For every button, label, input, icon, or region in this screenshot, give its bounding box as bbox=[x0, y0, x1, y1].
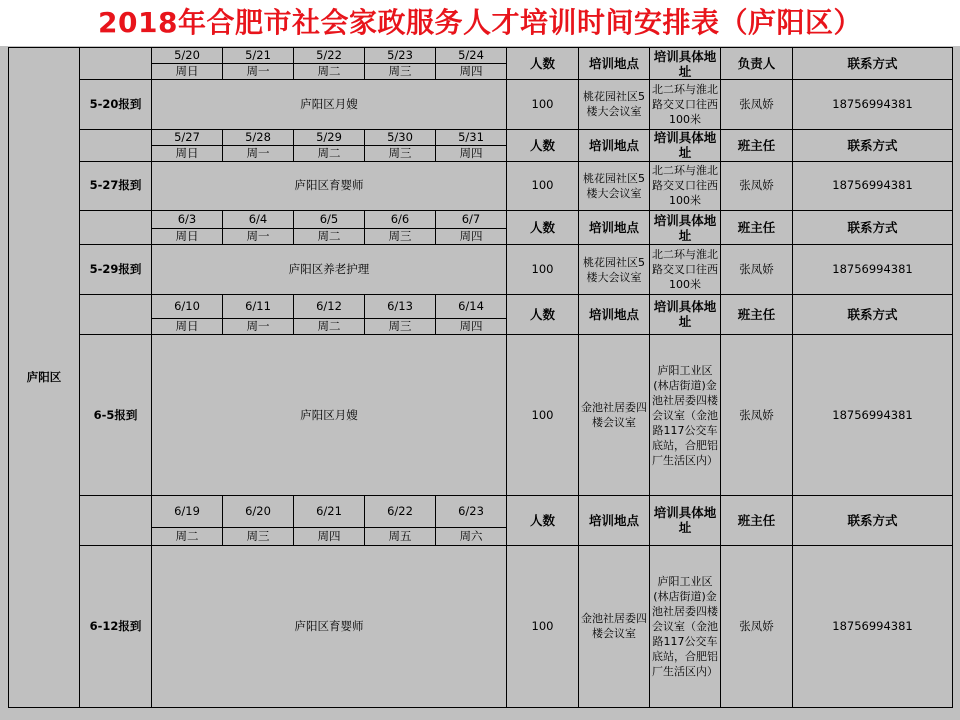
course-name: 庐阳区育婴师 bbox=[152, 161, 507, 210]
address-cell: 庐阳工业区(林店街道)金池社居委四楼会议室（金池路117公交车底站，合肥铝厂生活区内） bbox=[650, 335, 721, 496]
weekday-cell: 周四 bbox=[294, 528, 365, 545]
date-cell: 6/10 bbox=[152, 294, 223, 318]
count-header: 人数 bbox=[507, 129, 579, 161]
date-cell: 6/4 bbox=[223, 211, 294, 229]
count-cell: 100 bbox=[507, 545, 579, 707]
count-header: 人数 bbox=[507, 294, 579, 334]
date-cell: 6/14 bbox=[436, 294, 507, 318]
leader-cell: 张凤娇 bbox=[721, 245, 793, 294]
date-cell: 5/30 bbox=[365, 129, 436, 145]
address-cell: 北二环与淮北路交叉口往西100米 bbox=[650, 80, 721, 129]
teacher-header: 班主任 bbox=[721, 211, 793, 245]
date-cell: 5/28 bbox=[223, 129, 294, 145]
schedule-table bbox=[8, 47, 953, 708]
blank-cell bbox=[80, 211, 152, 245]
blank-cell bbox=[80, 294, 152, 334]
phone-cell: 18756994381 bbox=[793, 545, 953, 707]
address-header: 培训具体地址 bbox=[650, 496, 721, 545]
course-name: 庐阳区月嫂 bbox=[152, 80, 507, 129]
date-cell: 5/27 bbox=[152, 129, 223, 145]
session-row bbox=[9, 335, 953, 496]
location-cell: 桃花园社区5楼大会议室 bbox=[579, 245, 650, 294]
weekday-cell: 周日 bbox=[152, 145, 223, 161]
weekday-cell: 周二 bbox=[294, 64, 365, 80]
date-cell: 6/3 bbox=[152, 211, 223, 229]
date-cell: 6/21 bbox=[294, 496, 365, 528]
date-cell: 6/11 bbox=[223, 294, 294, 318]
date-cell: 6/22 bbox=[365, 496, 436, 528]
weekday-cell: 周一 bbox=[223, 64, 294, 80]
date-row bbox=[9, 48, 953, 64]
weekday-cell: 周五 bbox=[365, 528, 436, 545]
report-date: 6-12报到 bbox=[80, 545, 152, 707]
weekday-cell: 周四 bbox=[436, 64, 507, 80]
leader-cell: 张凤娇 bbox=[721, 335, 793, 496]
blank-cell bbox=[80, 129, 152, 161]
date-cell: 5/23 bbox=[365, 48, 436, 64]
blank-cell bbox=[80, 48, 152, 80]
weekday-cell: 周六 bbox=[436, 528, 507, 545]
session-row bbox=[9, 245, 953, 294]
weekday-cell: 周三 bbox=[365, 64, 436, 80]
address-header: 培训具体地址 bbox=[650, 129, 721, 161]
course-name: 庐阳区养老护理 bbox=[152, 245, 507, 294]
address-header: 培训具体地址 bbox=[650, 48, 721, 80]
teacher-header: 班主任 bbox=[721, 129, 793, 161]
weekday-cell: 周日 bbox=[152, 318, 223, 334]
session-row bbox=[9, 545, 953, 707]
weekday-cell: 周二 bbox=[294, 318, 365, 334]
address-cell: 北二环与淮北路交叉口往西100米 bbox=[650, 245, 721, 294]
page-title: 2018年合肥市社会家政服务人才培训时间安排表（庐阳区） bbox=[0, 0, 960, 46]
teacher-header: 班主任 bbox=[721, 496, 793, 545]
count-cell: 100 bbox=[507, 80, 579, 129]
weekday-cell: 周四 bbox=[436, 229, 507, 245]
blank-cell bbox=[80, 496, 152, 545]
date-cell: 6/13 bbox=[365, 294, 436, 318]
course-name: 庐阳区育婴师 bbox=[152, 545, 507, 707]
date-cell: 6/6 bbox=[365, 211, 436, 229]
date-cell: 5/22 bbox=[294, 48, 365, 64]
date-row bbox=[9, 294, 953, 318]
weekday-cell: 周四 bbox=[436, 145, 507, 161]
address-header: 培训具体地址 bbox=[650, 294, 721, 334]
location-header: 培训地点 bbox=[579, 294, 650, 334]
location-cell: 金池社居委四楼会议室 bbox=[579, 545, 650, 707]
address-cell: 北二环与淮北路交叉口往西100米 bbox=[650, 161, 721, 210]
location-header: 培训地点 bbox=[579, 211, 650, 245]
weekday-cell: 周四 bbox=[436, 318, 507, 334]
date-row bbox=[9, 129, 953, 145]
district-cell: 庐阳区 bbox=[9, 48, 80, 708]
weekday-cell: 周二 bbox=[294, 229, 365, 245]
contact-header: 联系方式 bbox=[793, 48, 953, 80]
weekday-cell: 周一 bbox=[223, 229, 294, 245]
count-cell: 100 bbox=[507, 245, 579, 294]
date-cell: 5/24 bbox=[436, 48, 507, 64]
date-row bbox=[9, 496, 953, 528]
teacher-header: 班主任 bbox=[721, 294, 793, 334]
weekday-cell: 周一 bbox=[223, 318, 294, 334]
leader-header: 负责人 bbox=[721, 48, 793, 80]
leader-cell: 张凤娇 bbox=[721, 161, 793, 210]
location-header: 培训地点 bbox=[579, 496, 650, 545]
phone-cell: 18756994381 bbox=[793, 335, 953, 496]
address-header: 培训具体地址 bbox=[650, 211, 721, 245]
date-cell: 5/29 bbox=[294, 129, 365, 145]
date-cell: 5/20 bbox=[152, 48, 223, 64]
location-header: 培训地点 bbox=[579, 129, 650, 161]
phone-cell: 18756994381 bbox=[793, 80, 953, 129]
location-cell: 桃花园社区5楼大会议室 bbox=[579, 80, 650, 129]
course-name: 庐阳区月嫂 bbox=[152, 335, 507, 496]
phone-cell: 18756994381 bbox=[793, 245, 953, 294]
contact-header: 联系方式 bbox=[793, 496, 953, 545]
report-date: 6-5报到 bbox=[80, 335, 152, 496]
count-header: 人数 bbox=[507, 211, 579, 245]
weekday-cell: 周二 bbox=[294, 145, 365, 161]
address-cell: 庐阳工业区(林店街道)金池社居委四楼会议室（金池路117公交车底站，合肥铝厂生活区内） bbox=[650, 545, 721, 707]
location-cell: 金池社居委四楼会议室 bbox=[579, 335, 650, 496]
contact-header: 联系方式 bbox=[793, 211, 953, 245]
date-cell: 6/12 bbox=[294, 294, 365, 318]
report-date: 5-20报到 bbox=[80, 80, 152, 129]
report-date: 5-27报到 bbox=[80, 161, 152, 210]
count-header: 人数 bbox=[507, 496, 579, 545]
contact-header: 联系方式 bbox=[793, 129, 953, 161]
date-cell: 6/7 bbox=[436, 211, 507, 229]
location-cell: 桃花园社区5楼大会议室 bbox=[579, 161, 650, 210]
date-cell: 6/19 bbox=[152, 496, 223, 528]
leader-cell: 张凤娇 bbox=[721, 545, 793, 707]
weekday-cell: 周三 bbox=[365, 229, 436, 245]
count-cell: 100 bbox=[507, 161, 579, 210]
weekday-cell: 周日 bbox=[152, 229, 223, 245]
count-cell: 100 bbox=[507, 335, 579, 496]
location-header: 培训地点 bbox=[579, 48, 650, 80]
session-row bbox=[9, 80, 953, 129]
weekday-cell: 周三 bbox=[365, 318, 436, 334]
date-row bbox=[9, 211, 953, 229]
date-cell: 5/21 bbox=[223, 48, 294, 64]
date-cell: 6/20 bbox=[223, 496, 294, 528]
phone-cell: 18756994381 bbox=[793, 161, 953, 210]
date-cell: 5/31 bbox=[436, 129, 507, 145]
weekday-cell: 周二 bbox=[152, 528, 223, 545]
date-cell: 6/23 bbox=[436, 496, 507, 528]
weekday-cell: 周日 bbox=[152, 64, 223, 80]
session-row bbox=[9, 161, 953, 210]
weekday-cell: 周三 bbox=[223, 528, 294, 545]
weekday-cell: 周三 bbox=[365, 145, 436, 161]
count-header: 人数 bbox=[507, 48, 579, 80]
report-date: 5-29报到 bbox=[80, 245, 152, 294]
weekday-cell: 周一 bbox=[223, 145, 294, 161]
contact-header: 联系方式 bbox=[793, 294, 953, 334]
leader-cell: 张凤娇 bbox=[721, 80, 793, 129]
date-cell: 6/5 bbox=[294, 211, 365, 229]
